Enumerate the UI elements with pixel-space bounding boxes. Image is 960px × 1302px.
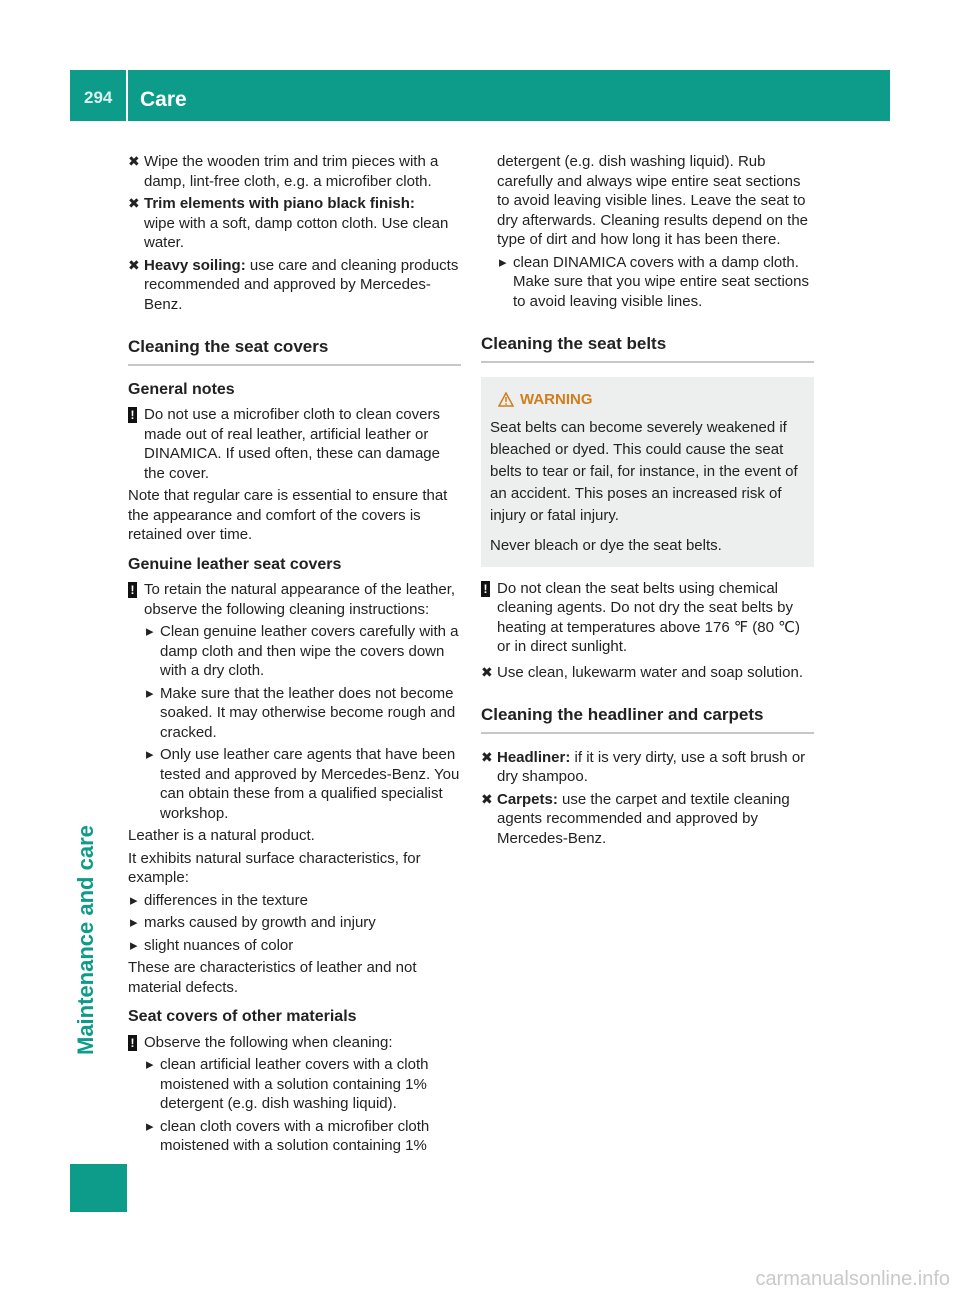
step-arrow-icon: ✖ <box>128 195 140 211</box>
list-item-text: Only use leather care agents that have been tested and approved by Mercedes-Benz. You can obtain these from a qualified specialist workshop. <box>160 746 460 822</box>
section-title: Cleaning the seat covers <box>128 337 461 366</box>
notice-text: Observe the following when cleaning: <box>144 1033 393 1051</box>
step-arrow-icon: ✖ <box>481 663 493 680</box>
step-item <box>128 152 461 191</box>
exclamation-icon: ! <box>128 1035 137 1051</box>
subsection-title: Seat covers of other materials <box>128 1008 357 1025</box>
step-item <box>481 790 814 849</box>
notice <box>128 1033 461 1053</box>
notice-text: To retain the natural appearance of the leather, observe the following cleaning instructions: <box>144 581 456 618</box>
bullet-icon: ▸ <box>130 914 138 931</box>
header-divider <box>126 70 128 121</box>
bullet-icon: ▸ <box>146 684 154 702</box>
bullet-icon: ▸ <box>146 746 154 763</box>
step-bold: Trim elements with piano black finish: <box>144 195 415 212</box>
notice <box>128 580 461 619</box>
bullet-icon: ▸ <box>499 253 507 271</box>
watermark: carmanualsonline.info <box>755 1268 950 1290</box>
warning-triangle-icon <box>498 392 514 407</box>
exclamation-icon: ! <box>128 407 137 423</box>
step-arrow-icon: ✖ <box>481 748 493 765</box>
list-item <box>144 1117 461 1156</box>
list-item <box>144 622 461 681</box>
paragraph: detergent (e.g. dish washing liquid). Rub carefully and always wipe entire seat sections to avoid leaving visible lines. Leave the seat to dry afterwards. Cleaning results depend on the type of dirt and how long it has been there. <box>497 153 809 248</box>
list-item-text: Make sure that the leather does not become soaked. It may otherwise become rough and cracked. <box>160 684 456 741</box>
warning-title: WARNING <box>520 390 593 408</box>
step-bold: Heavy soiling: <box>144 256 246 274</box>
step-text: use the carpet and textile cleaning agents recommended and approved by Mercedes-Benz. <box>497 790 790 847</box>
step-item <box>128 256 461 315</box>
notice-text: Do not clean the seat belts using chemical cleaning agents. Do not dry the seat belts by heating at temperatures above 176 ℉ (80 ℃) or in direct sunlight. <box>497 579 800 655</box>
list-item <box>144 745 461 823</box>
left-column <box>128 152 461 1159</box>
step-arrow-icon: ✖ <box>128 153 140 169</box>
paragraph: Leather is a natural product. <box>128 827 315 844</box>
list-item-text: clean DINAMICA covers with a damp cloth. Make sure that you wipe entire seat sections to avoid leaving visible lines. <box>513 253 809 310</box>
section-title: Cleaning the seat belts <box>481 334 814 363</box>
step-arrow-icon: ✖ <box>481 790 493 807</box>
step-item <box>481 663 814 683</box>
subsection-title: General notes <box>128 380 235 398</box>
header-bar <box>70 70 890 121</box>
warning-text: Seat belts can become severely weakened if bleached or dyed. This could cause the seat belts to tear or fail, for instance, in the event of an accident. This poses an increased risk of injury or fatal injury. <box>490 418 798 524</box>
bullet-icon: ▸ <box>130 936 138 954</box>
step-item <box>128 194 461 253</box>
step-text: wipe with a soft, damp cotton cloth. Use clean water. <box>144 214 449 251</box>
step-bold: Carpets: <box>497 790 558 808</box>
paragraph: These are characteristics of leather and not material defects. <box>128 959 417 996</box>
right-column <box>481 152 814 851</box>
list-item-text: clean artificial leather covers with a cloth moistened with a solution containing 1% detergent (e.g. dish washing liquid). <box>160 1056 429 1112</box>
list-item-text: Clean genuine leather covers carefully with a damp cloth and then wipe the covers down with a dry cloth. <box>160 623 459 679</box>
step-arrow-icon: ✖ <box>128 256 140 273</box>
notice-text: Do not use a microfiber cloth to clean covers made out of real leather, artificial leather or DINAMICA. If used often, these can damage the cover. <box>144 406 440 482</box>
paragraph: Note that regular care is essential to ensure that the appearance and comfort of the covers is retained over time. <box>128 487 448 543</box>
step-text: Use clean, lukewarm water and soap solution. <box>497 663 803 681</box>
subsection-title: Genuine leather seat covers <box>128 555 342 573</box>
bullet-icon: ▸ <box>130 891 138 909</box>
bullet-icon: ▸ <box>146 623 154 640</box>
continued-bullet <box>481 152 814 311</box>
exclamation-icon: ! <box>128 582 137 598</box>
side-tab-marker <box>70 1164 127 1212</box>
list-item <box>144 1055 461 1114</box>
section-title: Cleaning the headliner and carpets <box>481 705 814 734</box>
step-item <box>481 748 814 787</box>
list-item <box>497 253 814 312</box>
side-tab-label <box>74 1005 98 1055</box>
bullet-list <box>128 1055 461 1156</box>
page-number: 294 <box>84 88 113 107</box>
notice <box>481 579 814 657</box>
step-bold: Headliner: <box>497 748 571 766</box>
warning-header <box>490 389 806 411</box>
notice <box>128 405 461 483</box>
bullet-icon: ▸ <box>146 1056 154 1073</box>
bullet-list <box>128 622 461 823</box>
step-text: if it is very dirty, use a soft brush or dry shampoo. <box>497 748 806 785</box>
list-item <box>144 684 461 743</box>
list-item-text: clean cloth covers with a microfiber cloth moistened with a solution containing 1% <box>160 1117 430 1154</box>
paragraph: It exhibits natural surface characteristics, for example: <box>128 849 421 886</box>
list-item <box>128 891 461 911</box>
step-text: Wipe the wooden trim and trim pieces with a damp, lint-free cloth, e.g. a microfiber cloth. <box>144 153 439 190</box>
warning-box <box>481 377 814 567</box>
exclamation-icon: ! <box>481 581 490 597</box>
page-title: Care <box>140 88 187 111</box>
warning-text: Never bleach or dye the seat belts. <box>490 536 722 554</box>
list-item-text: marks caused by growth and injury <box>144 914 376 931</box>
list-item-text: differences in the texture <box>144 891 308 909</box>
list-item-text: slight nuances of color <box>144 936 294 954</box>
bullet-icon: ▸ <box>146 1117 154 1135</box>
step-text: use care and cleaning products recommended and approved by Mercedes-Benz. <box>144 256 459 313</box>
list-item <box>128 913 461 933</box>
list-item <box>128 936 461 956</box>
